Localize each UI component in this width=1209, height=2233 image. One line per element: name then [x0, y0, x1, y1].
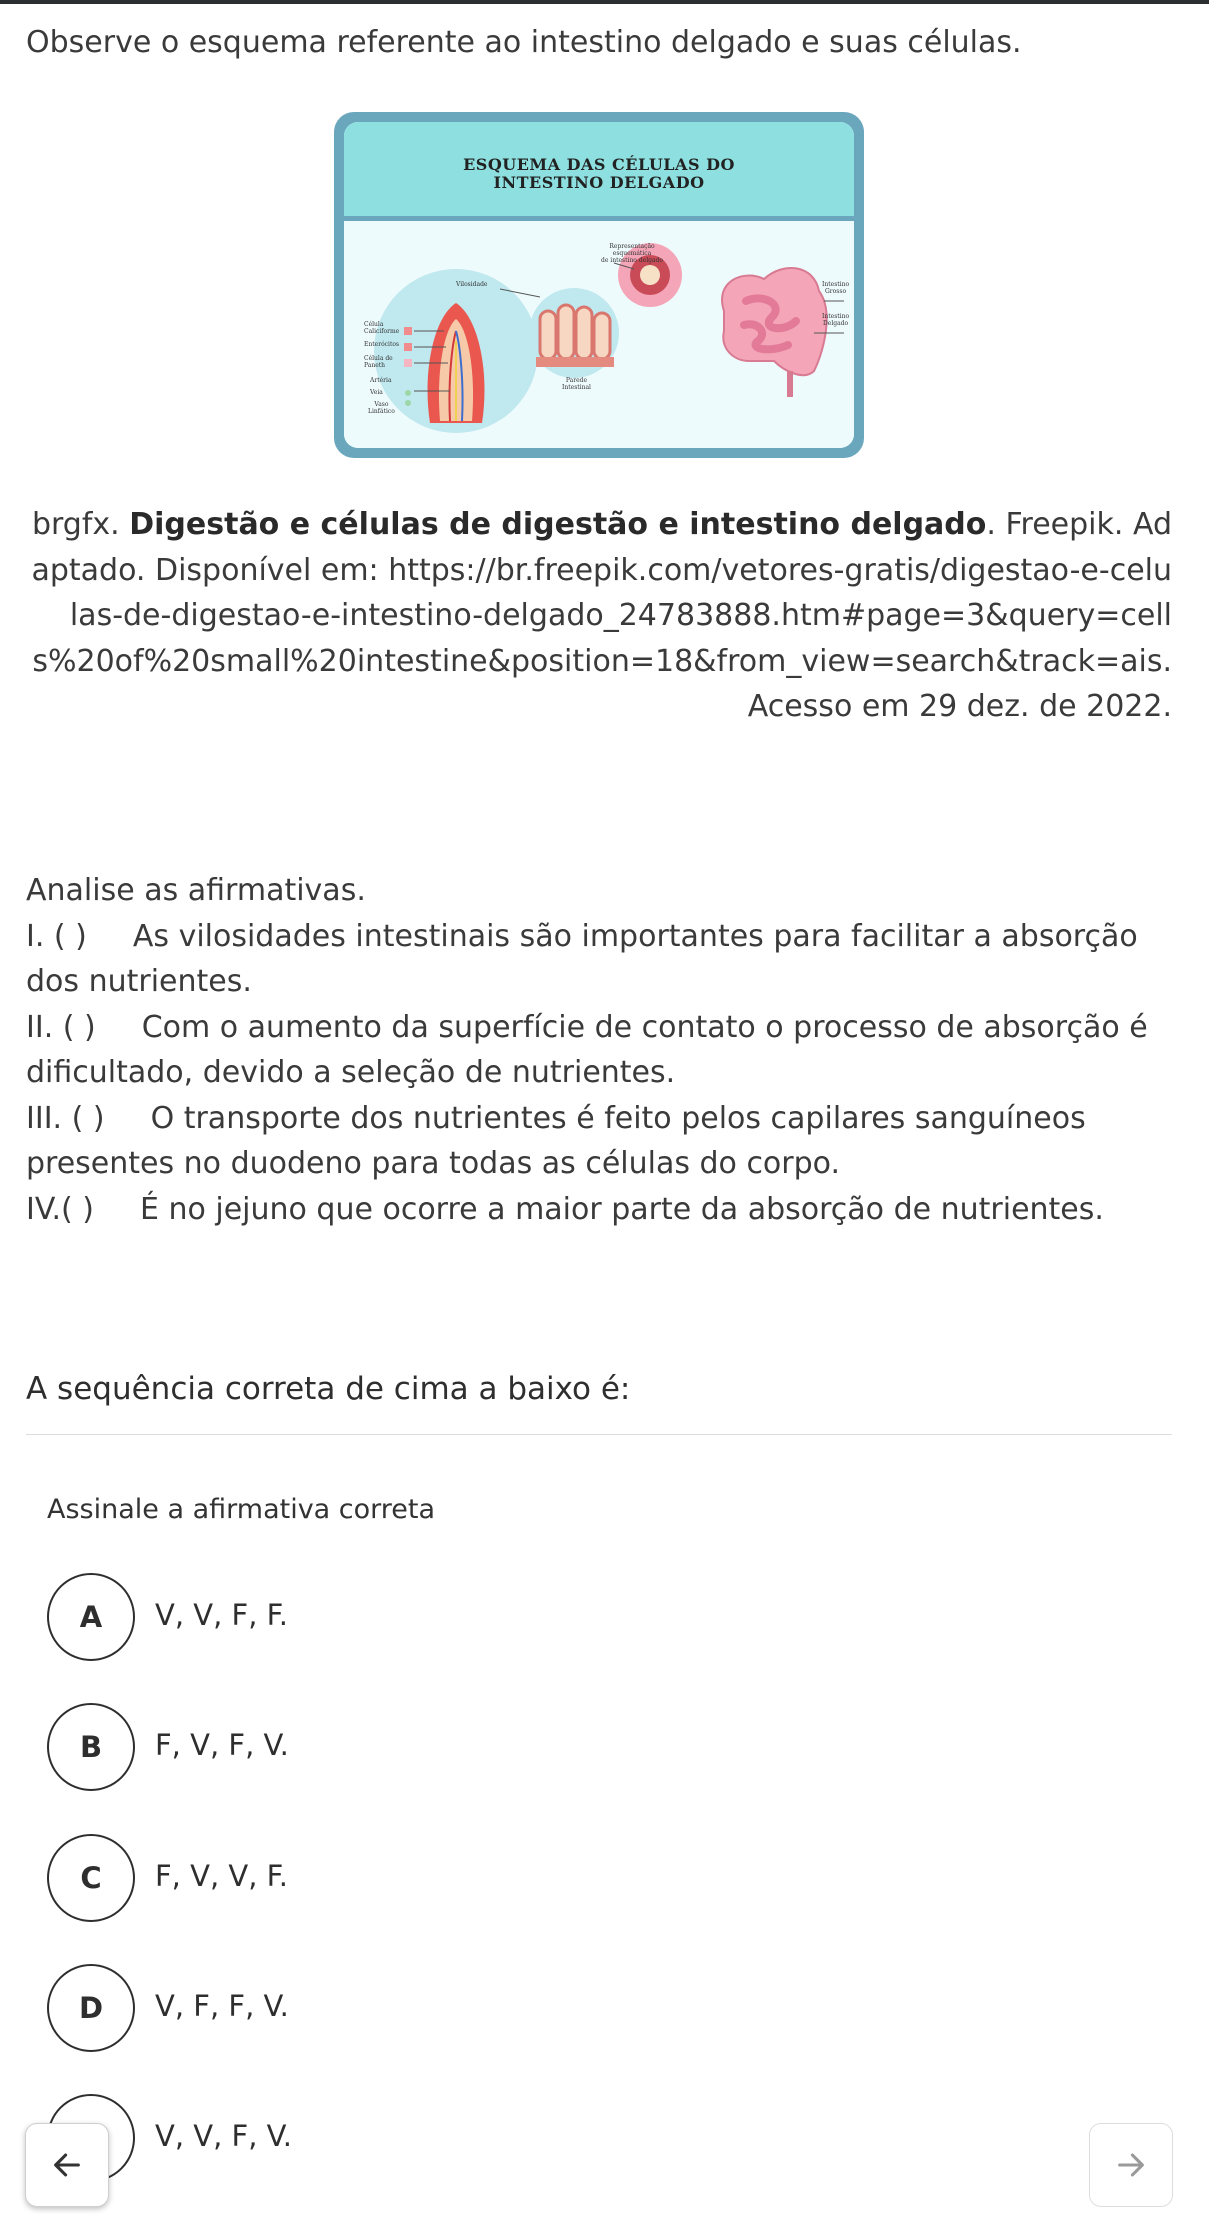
- option-letter[interactable]: B: [47, 1703, 135, 1791]
- diagram-card: [344, 122, 854, 448]
- statement-2: II. ( ) Com o aumento da superfície de contato o processo de absorção é dificultado, devido a seleção de nutrientes.: [26, 1009, 1148, 1090]
- citation-author: brgfx.: [31, 507, 120, 542]
- arrow-left-icon: [50, 2148, 84, 2182]
- large-intestine: [722, 268, 827, 375]
- option-c[interactable]: [47, 1834, 1147, 1922]
- intro-text: Observe o esquema referente ao intestino delgado e suas células.: [26, 25, 1022, 60]
- option-a[interactable]: [47, 1573, 1147, 1661]
- diagram-title: [384, 156, 814, 192]
- option-text[interactable]: V, F, F, V.: [155, 1989, 289, 2023]
- next-button[interactable]: [1089, 2123, 1173, 2207]
- diagram-title-line2: INTESTINO DELGADO: [493, 173, 705, 192]
- statement-3: III. ( ) O transporte dos nutrientes é feito pelos capilares sanguíneos presentes no duodeno para todas as células do corpo.: [26, 1100, 1086, 1181]
- option-letter[interactable]: A: [47, 1573, 135, 1661]
- label-representation: Representação esquemática de intestino delgado: [600, 243, 664, 264]
- diagram-header: [344, 122, 854, 221]
- diagram-title-line1: ESQUEMA DAS CÉLULAS DO: [463, 155, 735, 174]
- option-letter[interactable]: D: [47, 1964, 135, 2052]
- statements-intro: Analise as afirmativas.: [26, 873, 366, 908]
- intestine-diagram: [334, 112, 864, 458]
- statement-4: IV.( ) É no jejuno que ocorre a maior parte da absorção de nutrientes.: [26, 1191, 1104, 1227]
- label-wall: Parede Intestinal: [562, 377, 591, 391]
- label-paneth: Célula de Paneth: [364, 355, 393, 369]
- question-text: A sequência correta de cima a baixo é:: [26, 1371, 631, 1407]
- option-text[interactable]: F, V, F, V.: [155, 1728, 289, 1762]
- label-villi: Vilosidade: [456, 281, 488, 288]
- label-small-intestine: Intestino Delgado: [822, 313, 850, 327]
- top-bar: [0, 0, 1209, 4]
- statements-block: [26, 868, 1172, 1232]
- label-goblet: Célula Caliciforme: [364, 321, 400, 335]
- option-text[interactable]: V, V, F, F.: [155, 1598, 288, 1632]
- option-e[interactable]: [47, 2094, 1147, 2182]
- option-d[interactable]: [47, 1964, 1147, 2052]
- previous-button[interactable]: [25, 2123, 109, 2207]
- option-text[interactable]: V, V, F, V.: [155, 2119, 292, 2153]
- arrow-right-icon: [1114, 2148, 1148, 2182]
- label-artery: Artéria: [370, 377, 392, 384]
- label-large-intestine: Intestino Grosso: [822, 281, 850, 295]
- label-enterocyte: Enterócitos: [364, 341, 400, 348]
- statement-1: I. ( ) As vilosidades intestinais são importantes para facilitar a absorção dos nutrientes.: [26, 918, 1138, 999]
- option-letter[interactable]: C: [47, 1834, 135, 1922]
- divider: [26, 1434, 1172, 1435]
- option-text[interactable]: F, V, V, F.: [155, 1859, 288, 1893]
- citation-title: Digestão e células de digestão e intestino delgado: [129, 507, 987, 542]
- option-b[interactable]: [47, 1703, 1147, 1791]
- image-citation: [26, 502, 1172, 730]
- diagram-illustration: [344, 221, 854, 448]
- citation-source: . Freepik. Adaptado. Disponível em: https://br.freepik.com/vetores-gratis/digestao-e-celulas-de-digestao-e-intestino-delgado_24783888.htm#page=3&query=cells%20of%20small%20intestine&position=18&from_view=search&track=ais. Acesso em 29 dez. de 2022.: [31, 507, 1172, 724]
- label-vein: Veia: [370, 389, 383, 396]
- instruction-text: Assinale a afirmativa correta: [47, 1494, 436, 1525]
- label-lymph: Vaso Linfático: [368, 401, 395, 415]
